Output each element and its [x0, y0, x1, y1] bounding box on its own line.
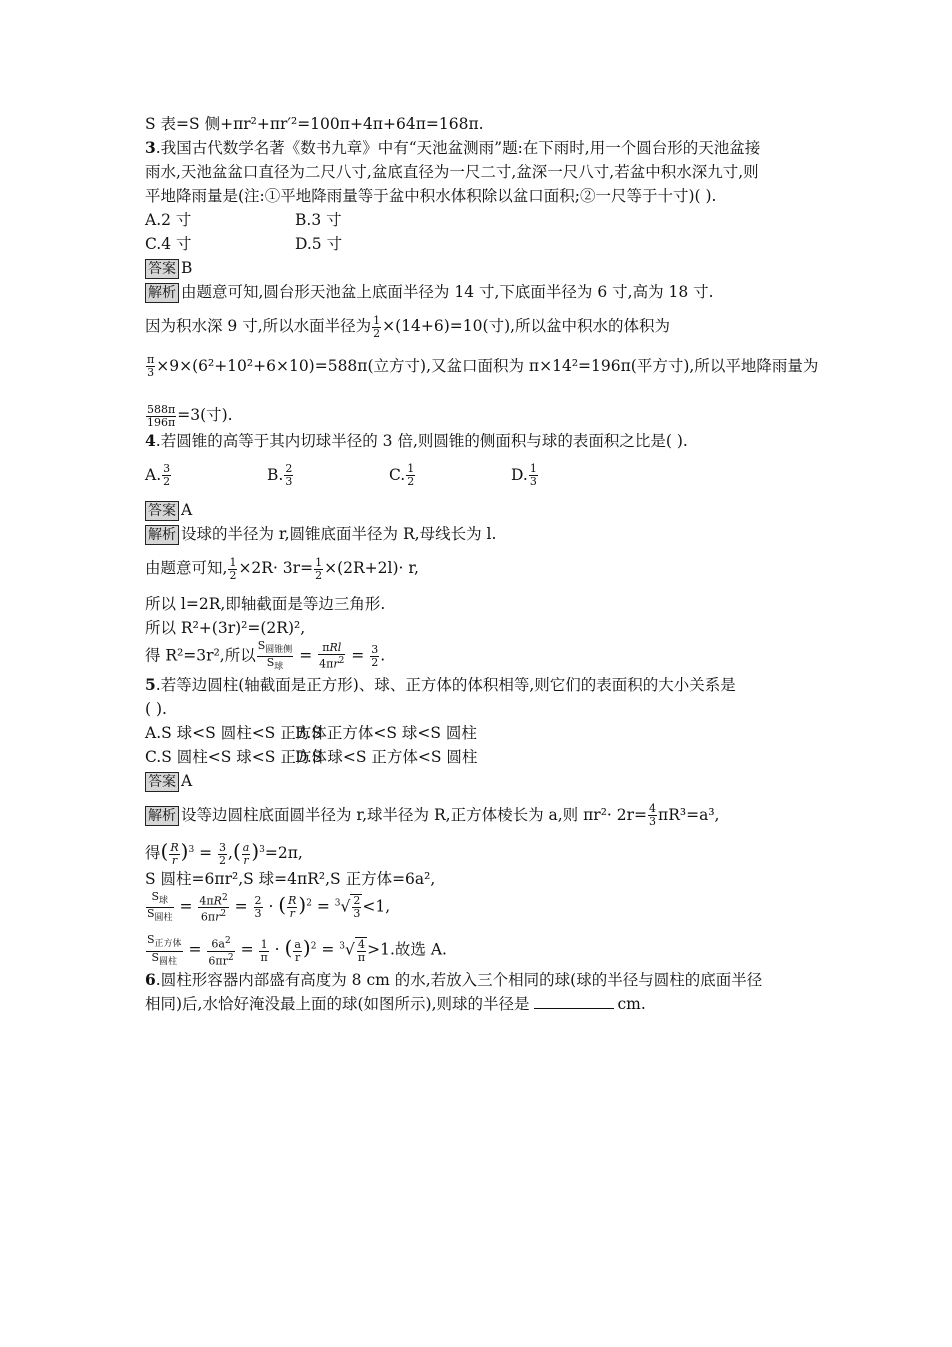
question-number: 5 [145, 674, 156, 694]
options-row [145, 721, 810, 745]
options-row [145, 463, 810, 489]
options-row [145, 232, 810, 256]
analysis-tag: 解析 [145, 806, 179, 826]
question-6-line-1: 6.圆柱形容器内部盛有高度为 8 cm 的水,若放入三个相同的球(球的半径与圆柱的底面半径 [145, 969, 763, 989]
question-5-line-1: 5.若等边圆柱(轴截面是正方形)、球、正方体的体积相等,则它们的表面积的大小关系是 [145, 674, 736, 694]
question-3-line-1: 3.我国古代数学名著《数书九章》中有“天池盆测雨”题:在下雨时,用一个圆台形的天池盆接 [145, 138, 761, 157]
option-b: B. $\frac{2}{3}$ [267, 462, 293, 488]
option-b: B.3 寸 [295, 211, 342, 229]
options-row [145, 745, 810, 769]
fraction: $\frac{588\pi}{196\pi}$ [147, 402, 176, 429]
option-d: D.S 球<S 正方体<S 圆柱 [295, 747, 478, 766]
solution-line: 所以 l=2R,即轴截面是等边三角形. [145, 594, 386, 613]
options-row [145, 208, 810, 232]
question-4-line-1: 4.若圆锥的高等于其内切球半径的 3 倍,则圆锥的侧面积与球的表面积之比是( ). [145, 430, 688, 450]
analysis-line: 解析 设等边圆柱底面圆半径为 r,球半径为 R,正方体棱长为 a,则 πr²· 2r= $\frac{4}{3}$ πR³=a³, [145, 803, 810, 829]
option-c: C.4 寸 [145, 235, 192, 253]
question-3-line-2: 雨水,天池盆盆口直径为二尺八寸,盆底直径为一尺二寸,盆深一尺八寸,若盆中积水深九寸,则 [145, 163, 759, 181]
text-line: S 表=S 侧+πr²+πr′²=100π+4π+64π=168π. [145, 115, 484, 133]
question-6-line-2: 相同)后,水恰好淹没最上面的球(如图所示),则球的半径是 cm. [145, 992, 810, 1016]
solution-line: $\frac{S_{正方体}}{S_{圆柱}}$ = $\frac{6a^2}{6\pi r^2}$ = $\frac{1}{\pi}$ · ( $\frac{a}{r}$ )$^2$ = $^3$√ $\frac{4}{\pi}$ >1.故选 A. [147, 933, 447, 968]
option-c: C. $\frac{1}{2}$ [389, 462, 415, 488]
option-a: A.2 寸 [145, 211, 192, 229]
analysis-tag: 解析 [145, 283, 179, 303]
answer-line: 答案 A [145, 498, 810, 522]
option-a: A. $\frac{3}{2}$ [145, 462, 171, 488]
analysis-tag: 解析 [145, 525, 179, 545]
solution-line: 得( $\frac{R}{r}$ )$^3$ = $\frac{3}{2}$ ,( $\frac{a}{r}$ )$^3$=2π, [145, 839, 303, 868]
fraction: $\frac{1}{2}$ [373, 313, 381, 340]
answer-tag: 答案 [145, 772, 179, 792]
question-number: 4 [145, 430, 156, 450]
solution-line: 由题意可知, $\frac{1}{2}$ ×2R· 3r= $\frac{1}{2}$ ×(2R+2l)· r, [145, 555, 419, 582]
answer-line: 答案 A [145, 769, 810, 793]
solution-line: $\frac{588\pi}{196\pi}$ =3(寸). [147, 402, 233, 429]
question-number: 3 [145, 138, 156, 157]
solution-line: $\frac{\pi}{3}$ ×9×(6²+10²+6×10)=588π(立方寸),又盆口面积为 π×14²=196π(平方寸),所以平地降雨量为 [147, 353, 819, 379]
solution-line: S 圆柱=6πr²,S 球=4πR²,S 正方体=6a², [145, 870, 436, 889]
option-d: D.5 寸 [295, 235, 343, 253]
solution-line: 得 R²=3r²,所以 $\frac{S_{圆锥侧}}{S_球}$ = $\frac{\text{πRl}}{4\pi r^2}$ = $\frac{3}{2}$ . [145, 638, 386, 672]
answer-tag: 答案 [145, 259, 179, 279]
document-page [145, 112, 819, 1016]
option-d: D. $\frac{1}{3}$ [511, 462, 537, 488]
answer-line: 答案 B [145, 256, 810, 280]
answer-blank[interactable] [534, 992, 614, 1009]
solution-line: 所以 R²+(3r)²=(2R)², [145, 618, 306, 637]
option-c: C.S 圆柱<S 球<S 正方体 [145, 747, 327, 766]
question-number: 6 [145, 969, 156, 989]
answer-tag: 答案 [145, 501, 179, 521]
question-3-line-3: 平地降雨量是(注:①平地降雨量等于盆中积水体积除以盆口面积;②一尺等于十寸)( ). [145, 187, 717, 205]
analysis-line: 解析 由题意可知,圆台形天池盆上底面半径为 14 寸,下底面半径为 6 寸,高为 18 寸. [145, 280, 810, 304]
analysis-line: 解析 设球的半径为 r,圆锥底面半径为 R,母线长为 l. [145, 522, 810, 546]
solution-line: 因为积水深 9 寸,所以水面半径为 $\frac{1}{2}$ ×(14+6)=10(寸),所以盆中积水的体积为 [145, 313, 671, 340]
option-a: A.S 球<S 圆柱<S 正方体 [145, 723, 327, 742]
fraction: $\frac{\pi}{3}$ [147, 353, 155, 379]
question-5-line-2: ( ). [145, 699, 167, 718]
solution-line: $\frac{S_球}{S_{圆柱}}$ = $\frac{4\pi R^2}{6\pi r^2}$ = $\frac{2}{3}$ · ( $\frac{R}{r}$ )$^2$ = $^3$√ $\frac{2}{3}$ <1, [147, 890, 391, 924]
option-b: B.S 正方体<S 球<S 圆柱 [295, 723, 477, 742]
